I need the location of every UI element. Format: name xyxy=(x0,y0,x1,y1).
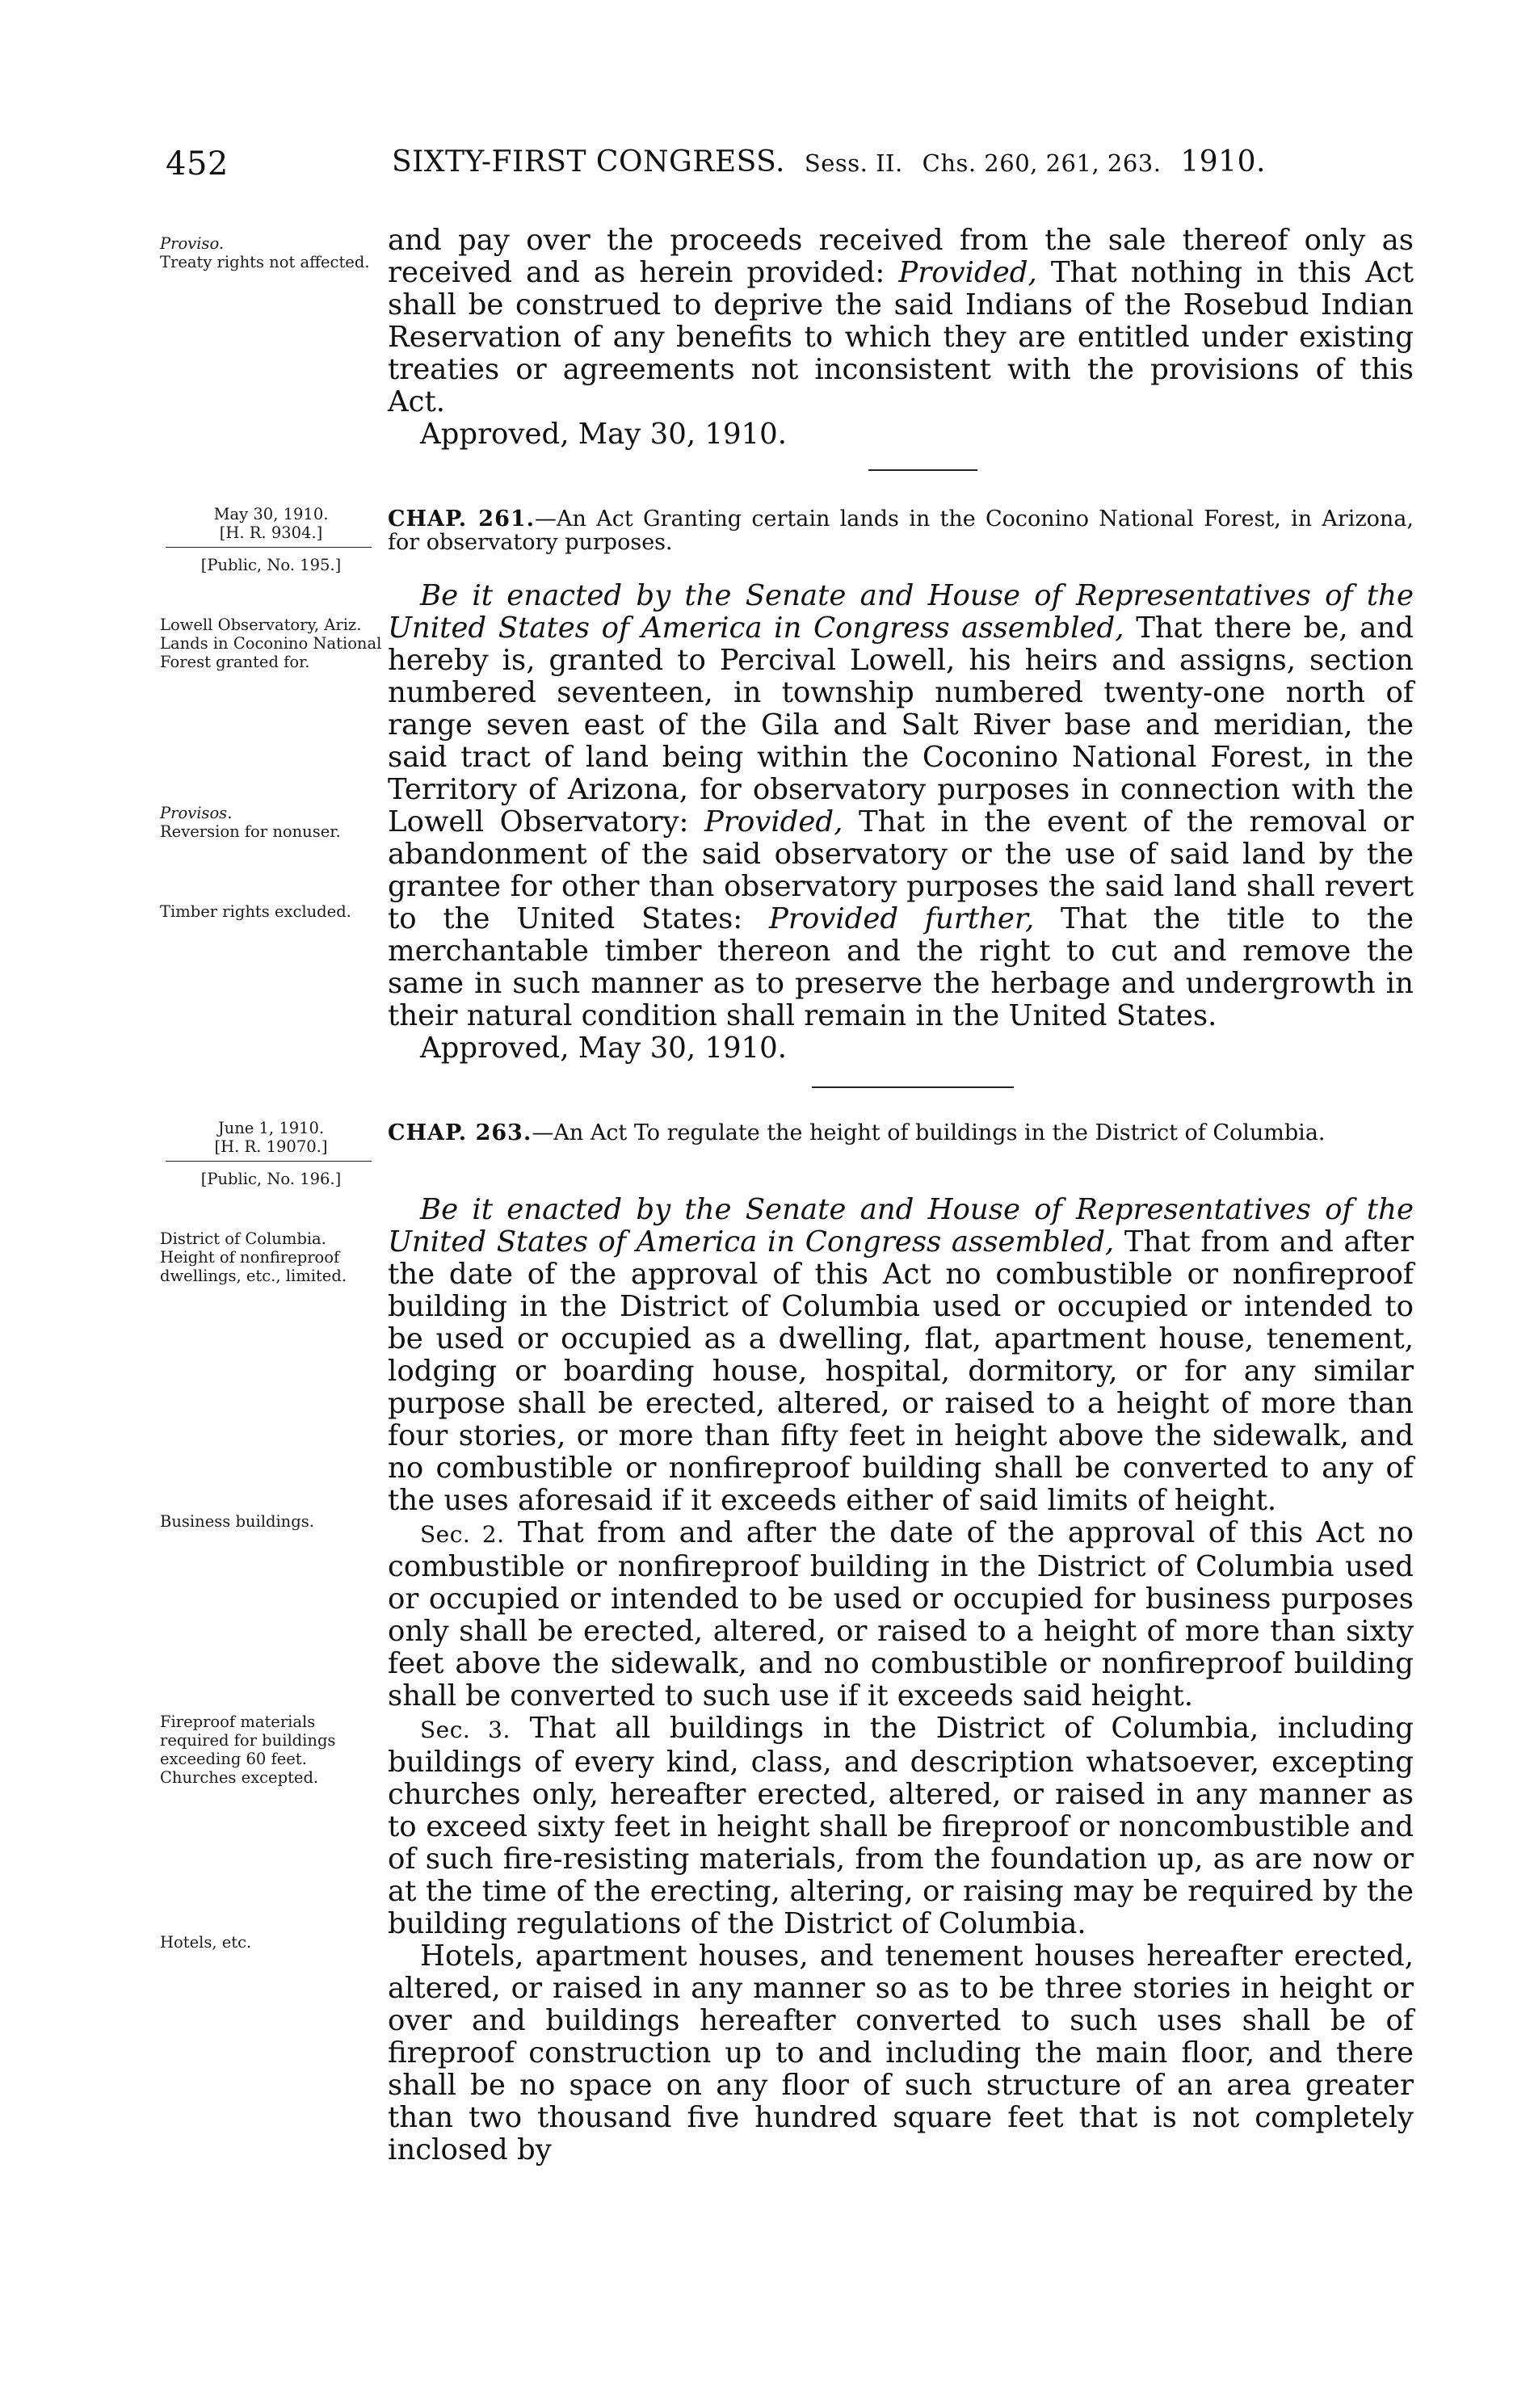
section-divider xyxy=(868,469,977,471)
running-header xyxy=(166,145,1414,194)
chap263-sec1: That from and after the date of the approval of this Act no combustible or nonfireproof building in the District of Columbia used or occupied or intended to be used or occupied as a dwelling, flat, apartment house, tenement, lodging or boarding house, hospital, dormitory, or for any similar purpose shall be erected, altered, or raised to a height of more than four stories, or more than fifty feet in height above the sidewalk, and no combustible or nonfireproof building shall be converted to any of the uses aforesaid if it exceeds either of said limits of height. xyxy=(388,1225,1414,1517)
margin-treaty-rights: Treaty rights not affected. xyxy=(160,253,370,271)
header-year: 1910. xyxy=(1180,145,1266,179)
chap261-bill: [H. R. 9304.] xyxy=(219,523,323,542)
chap261-label: CHAP. 261. xyxy=(388,506,536,532)
chap261-approved: Approved, May 30, 1910. xyxy=(420,1032,788,1065)
margin-reversion: Reversion for nonuser. xyxy=(160,822,341,841)
margin-timber: Timber rights excluded. xyxy=(160,902,351,921)
proviso-label: Proviso. xyxy=(160,234,225,253)
chap263-body xyxy=(388,1194,1414,2166)
margin-lands: Lands in Coconino National Forest granted for. xyxy=(160,634,382,671)
chap260-body xyxy=(388,225,1414,451)
page-number: 452 xyxy=(166,145,229,183)
chap261-heading xyxy=(388,507,1414,554)
chap260-provided: Provided, xyxy=(898,256,1037,289)
header-title xyxy=(392,145,1266,179)
margin-chap261-date xyxy=(160,505,382,542)
margin-fireproof xyxy=(160,1712,382,1787)
chap261-title: —An Act Granting certain lands in the Coconino National Forest, in Arizona, for observatory purposes. xyxy=(388,506,1414,555)
margin-height-limit: Height of nonfireproof dwellings, etc., limited. xyxy=(160,1248,347,1285)
header-congress: SIXTY-FIRST CONGRESS. xyxy=(392,145,785,179)
margin-hotels: Hotels, etc. xyxy=(160,1933,252,1952)
chap263-label: CHAP. 263. xyxy=(388,1120,532,1145)
margin-chap261-public: [Public, No. 195.] xyxy=(200,556,342,574)
margin-chap263-date xyxy=(160,1119,382,1156)
chap261-body3: That the title to the merchantable timber thereon and the right to cut and remove the same in such manner as to preserve the herbage and undergrowth in their natural condition shall remain in the United States. xyxy=(388,902,1414,1032)
chap261-provided-further: Provided further, xyxy=(768,902,1035,935)
margin-chap261-notes xyxy=(160,616,382,671)
chap263-sec3-label: Sec. 3. xyxy=(420,1717,511,1743)
chap261-provided: Provided, xyxy=(704,805,843,838)
margin-divider xyxy=(166,547,372,548)
margin-divider-2 xyxy=(166,1161,372,1162)
margin-dc xyxy=(160,1229,382,1285)
chap263-title: —An Act To regulate the height of buildings in the District of Columbia. xyxy=(532,1120,1326,1145)
chap261-enacting: Be it enacted by the Senate and House of Representatives of the United States of America in Congress assembled, xyxy=(388,579,1414,645)
section-divider-2 xyxy=(812,1086,1014,1088)
chap260-text2: That nothing in this Act shall be construed to deprive the said Indians of the Rosebud Indian Reservation of any benefits to which they are entitled under existing treaties or agreements not inconsistent with the provisions of this Act. xyxy=(388,256,1414,418)
chap263-bill: [H. R. 19070.] xyxy=(214,1137,328,1156)
header-session: Sess. II. xyxy=(804,149,903,177)
header-chapters: Chs. 260, 261, 263. xyxy=(922,149,1162,177)
margin-business: Business buildings. xyxy=(160,1512,314,1531)
margin-fireproof-materials: Fireproof materials required for buildings exceeding 60 feet. xyxy=(160,1712,336,1768)
chap263-sec3: That all buildings in the District of Columbia, including buildings of every kind, class, and description whatsoever, excepting churches only, hereafter erected, altered, or raised in any manner as to exceed sixty feet in height shall be fireproof or noncombustible and of such fire-resisting materials, from the foundation up, as are now or at the time of the erecting, altering, or raising may be required by the building regulations of the District of Columbia. xyxy=(388,1712,1414,1940)
margin-proviso-260 xyxy=(160,234,382,271)
chap261-body xyxy=(388,580,1414,1065)
chap263-date: June 1, 1910. xyxy=(217,1119,325,1137)
chap263-enacting: Be it enacted by the Senate and House of Representatives of the United States of America in Congress assembled, xyxy=(388,1193,1414,1259)
chap260-text: and pay over the proceeds received from the sale thereof only as received and as herein provided: xyxy=(388,224,1414,289)
provisos-label: Provisos. xyxy=(160,804,233,822)
chap261-body2: That in the event of the removal or abandonment of the said observatory or the use of said land by the grantee for other than observatory purposes the said land shall revert to the United States: xyxy=(388,805,1414,935)
chap263-sec2: That from and after the date of the approval of this Act no combustible or nonfireproof building in the District of Columbia used or occupied or intended to be used or occupied for business purposes only shall be erected, altered, or raised to a height of more than sixty feet above the sidewalk, and no combustible or nonfireproof building shall be converted to such use if it exceeds said height. xyxy=(388,1516,1414,1712)
margin-chap263-public: [Public, No. 196.] xyxy=(200,1170,342,1188)
chap263-hotels: Hotels, apartment houses, and tenement houses hereafter erected, altered, or raised in any manner so as to be three stories in height or over and buildings hereafter converted to such uses shall be of fireproof construction up to and including the main floor, and there shall be no space on any floor of such structure of an area greater than two thousand five hundred square feet that is not completely inclosed by xyxy=(388,1939,1414,2166)
margin-lowell: Lowell Observatory, Ariz. xyxy=(160,616,362,634)
margin-district: District of Columbia. xyxy=(160,1229,326,1248)
margin-chap261-provisos xyxy=(160,804,382,841)
chap263-sec2-label: Sec. 2. xyxy=(420,1521,505,1548)
chap261-body1: That there be, and hereby is, granted to Percival Lowell, his heirs and assigns, section numbered seventeen, in township numbered twenty-one north of range seven east of the Gila and Salt River base and meridian, the said tract of land being within the Coconino National Forest, in the Territory of Arizona, for observatory purposes in connection with the Lowell Observatory: xyxy=(388,611,1414,838)
margin-churches: Churches excepted. xyxy=(160,1768,319,1787)
chap261-date: May 30, 1910. xyxy=(213,505,329,523)
chap260-approved: Approved, May 30, 1910. xyxy=(420,418,788,451)
chap263-heading xyxy=(388,1121,1414,1145)
